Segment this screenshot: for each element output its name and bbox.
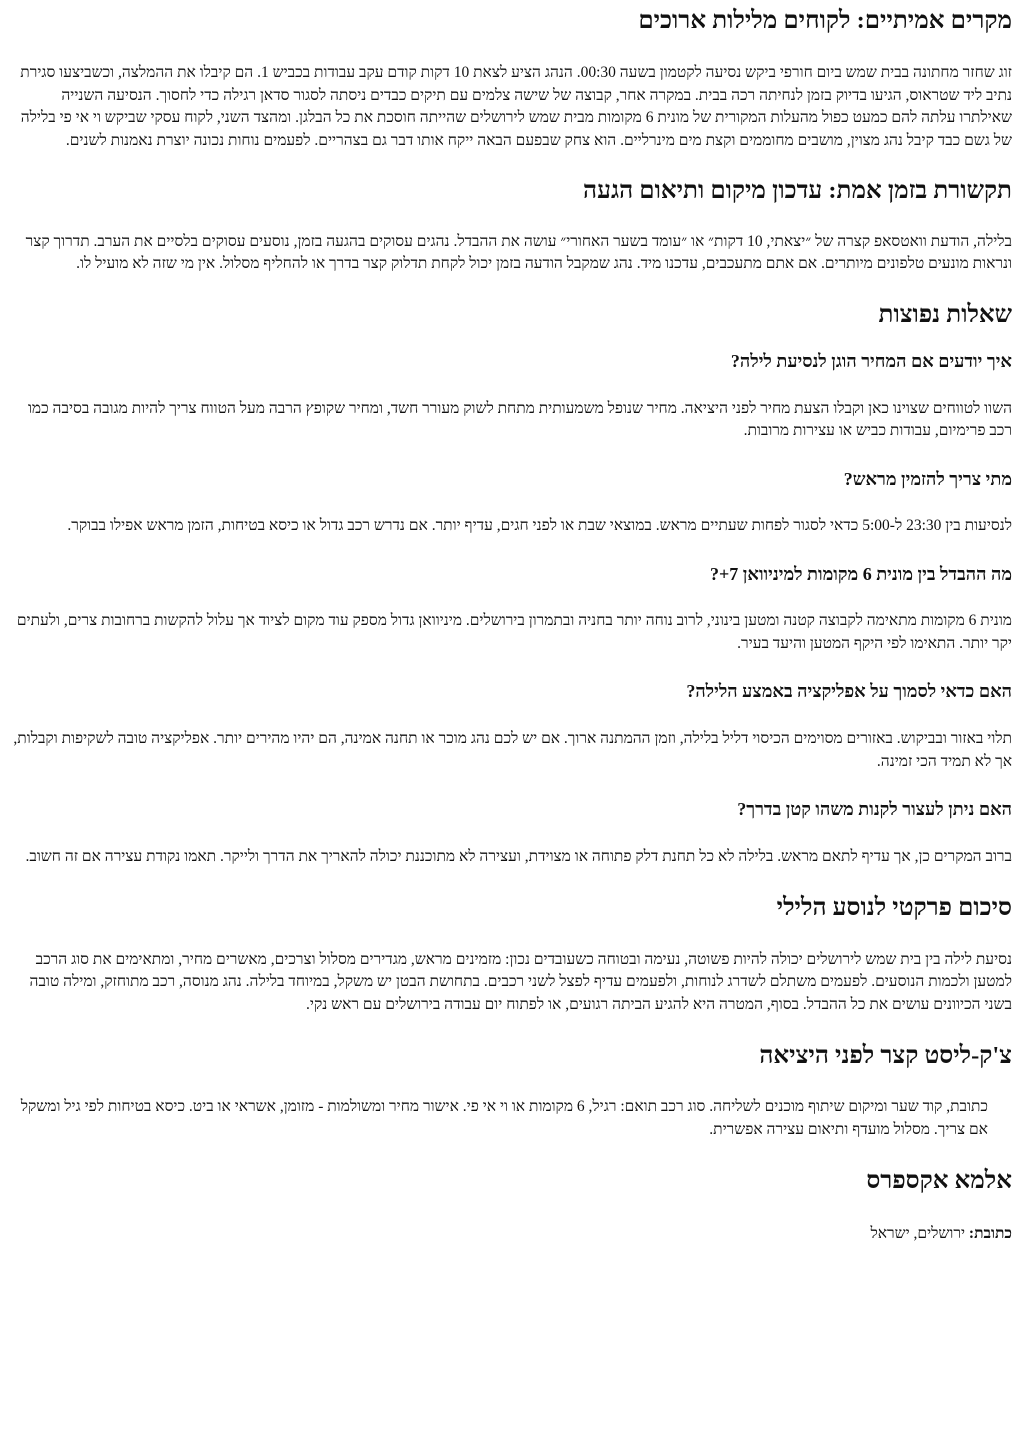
section-title-real-cases: מקרים אמיתיים: לקוחים מלילות ארוכים bbox=[638, 7, 1012, 34]
faq-answer: מונית 6 מקומות מתאימה לקבוצה קטנה ומטען בינוני, לרוב נוחה יותר בחניה ובתמרון בירושלים. מיניוואן גדול מספק עוד מקום לציוד אך עלול להקשות ברחובות צרים, ולעתים יקר יותר. התאימו לפי היקף המטען והיעד בעיר. bbox=[16, 612, 1012, 652]
faq-question: מה ההבדל בין מונית 6 מקומות למיניוואן 7+? bbox=[710, 563, 1012, 584]
address-label: כתובת: bbox=[968, 1224, 1012, 1242]
faq-question: איך יודעים אם המחיר הוגן לנסיעת לילה? bbox=[730, 351, 1012, 372]
section-body-summary: נסיעת לילה בין בית שמש לירושלים יכולה להיות פשוטה, נעימה ובטוחה כשעובדים נכון: מזמינים מראש, מגדירים מסלול וצרכים, מאשרים מחיר, ומתאימים את סוג הרכב למטען ולכמות הנוסעים. לפעמים משתלם לשדרג לנוחות, ולפעמים עדיף לפצל לשני רכבים. בתחושת הבטן יש משקל, במיוחד בלילה. נהג מנוסה, רכב מתוחזק, ומילה טובה בשני הכיוונים עושים את כל ההבדל. בסוף, המטרה היא להגיע הביתה רגועים, או לפתוח יום עבודה בירושלים עם ראש נקי. bbox=[29, 950, 1012, 1013]
faq-question: מתי צריך להזמין מראש? bbox=[843, 468, 1012, 489]
faq-question: האם כדאי לסמוך על אפליקציה באמצע הלילה? bbox=[686, 681, 1012, 702]
section-body-checklist: כתובת, קוד שער ומיקום שיתוף מוכנים לשליחה. סוג רכב תואם: רגיל, 6 מקומות או וי אי פי. אישור מחיר ומשולמות - מזומן, אשראי או ביט. כיסא בטיחות לפי גיל ומשקל אם צריך. מסלול מועדף ותיאום עצירה אפשרית. bbox=[20, 1098, 988, 1138]
address-value: ירושלים, ישראל bbox=[870, 1224, 969, 1242]
faq-answer: תלוי באזור ובביקוש. באזורים מסוימים הכיסוי דליל בלילה, וזמן ההמתנה ארוך. אם יש לכם נהג מוכר או תחנה אמינה, הם יהיו מהירים יותר. אפליקציה טובה לשקיפות וקבלות, אך לא תמיד הכי זמינה. bbox=[13, 730, 1012, 770]
faq-list bbox=[12, 351, 1012, 868]
company-name: אלמא אקספרס bbox=[866, 1167, 1012, 1195]
section-title-realtime-communication: תקשורת בזמן אמת: עדכון מיקום ותיאום הגעה bbox=[583, 177, 1012, 205]
faq-answer: לנסיעות בין 23:30 ל-5:00 כדאי לסגור לפחות שעתיים מראש. במוצאי שבת או לפני חגים, עדיף יותר. אם נדרש רכב גדול או כיסא בטיחות, הזמן מראש אפילו בבוקר. bbox=[67, 517, 1012, 535]
company-address bbox=[12, 1223, 1012, 1245]
faq-question: האם ניתן לעצור לקנות משהו קטן בדרך? bbox=[737, 799, 1012, 820]
faq-answer: השוו לטווחים שצוינו כאן וקבלו הצעת מחיר לפני היציאה. מחיר שנופל משמעותית מתחת לשוק מעורר חשד, ומחיר שקופץ הרבה מעל הטווח צריך להיות מגובה בסיבה כמו רכב פרימיום, עבודות כביש או עצירות מרובות. bbox=[27, 399, 1012, 440]
faq-answer: ברוב המקרים כן, אך עדיף לתאם מראש. בלילה לא כל תחנת דלק פתוחה או מצוידת, ועצירה לא מתוכננת יכולה להאריך את הדרך ולייקר. תאמו נקודת עצירה אם זה חשוב. bbox=[25, 847, 1012, 865]
section-title-summary: סיכום פרקטי לנוסע הלילי bbox=[776, 894, 1012, 922]
article bbox=[0, 6, 1024, 1245]
section-title-faq: שאלות נפוצות bbox=[878, 300, 1012, 328]
section-body-real-cases: זוג שחזר מחתונה בבית שמש ביום חורפי ביקש נסיעה לקטמון בשעה 00:30. הנהג הציע לצאת 10 דקות קודם עקב עבודות בכביש 1. הם קיבלו את ההמלצה, וכשביצעו סגירת נתיב ליד שטראוס, הגיעו בדיוק בזמן לנחיתה רכה בבית. במקרה אחר, קבוצה של שישה צלמים עם תיקים כבדים ניסתה לסגור סדאן רגילה כדי לחסוך. הנסיעה השנייה שאילתרו עלתה להם כמעט כפול מהעלות המקורית של מונית 6 מקומות מבית שמש לירושלים שהייתה חוסכת את כל הבלגן. ומהצד השני, לקוח עסקי שביקש וי אי פי בלילה של גשם כבד קיבל נהג מצוין, מושבים מחוממים וקצת מים מינרליים. הוא צחק שבפעם הבאה ייקח אותו דבר גם בצהריים. לפעמים נוחות נכונה יוצרת נאמנות לשנים. bbox=[20, 64, 1012, 149]
section-body-realtime-communication: בלילה, הודעת וואטסאפ קצרה של ״יצאתי, 10 דקות״ או ״עומד בשער האחורי״ עושה את ההבדל. נהגים עסוקים בהגעה בזמן, נוסעים עסוקים בלסיים את הערב. תדרוך קצר ונראות מונעים טלפונים מיותרים. אם אתם מתעכבים, עדכנו מיד. נהג שמקבל הודעה בזמן יכול לקחת תדלוק קצר בדרך או להחליף מסלול. אין מי שזה לא מועיל לו. bbox=[25, 232, 1012, 273]
section-title-checklist: צ'ק-ליסט קצר לפני היציאה bbox=[759, 1042, 1012, 1070]
